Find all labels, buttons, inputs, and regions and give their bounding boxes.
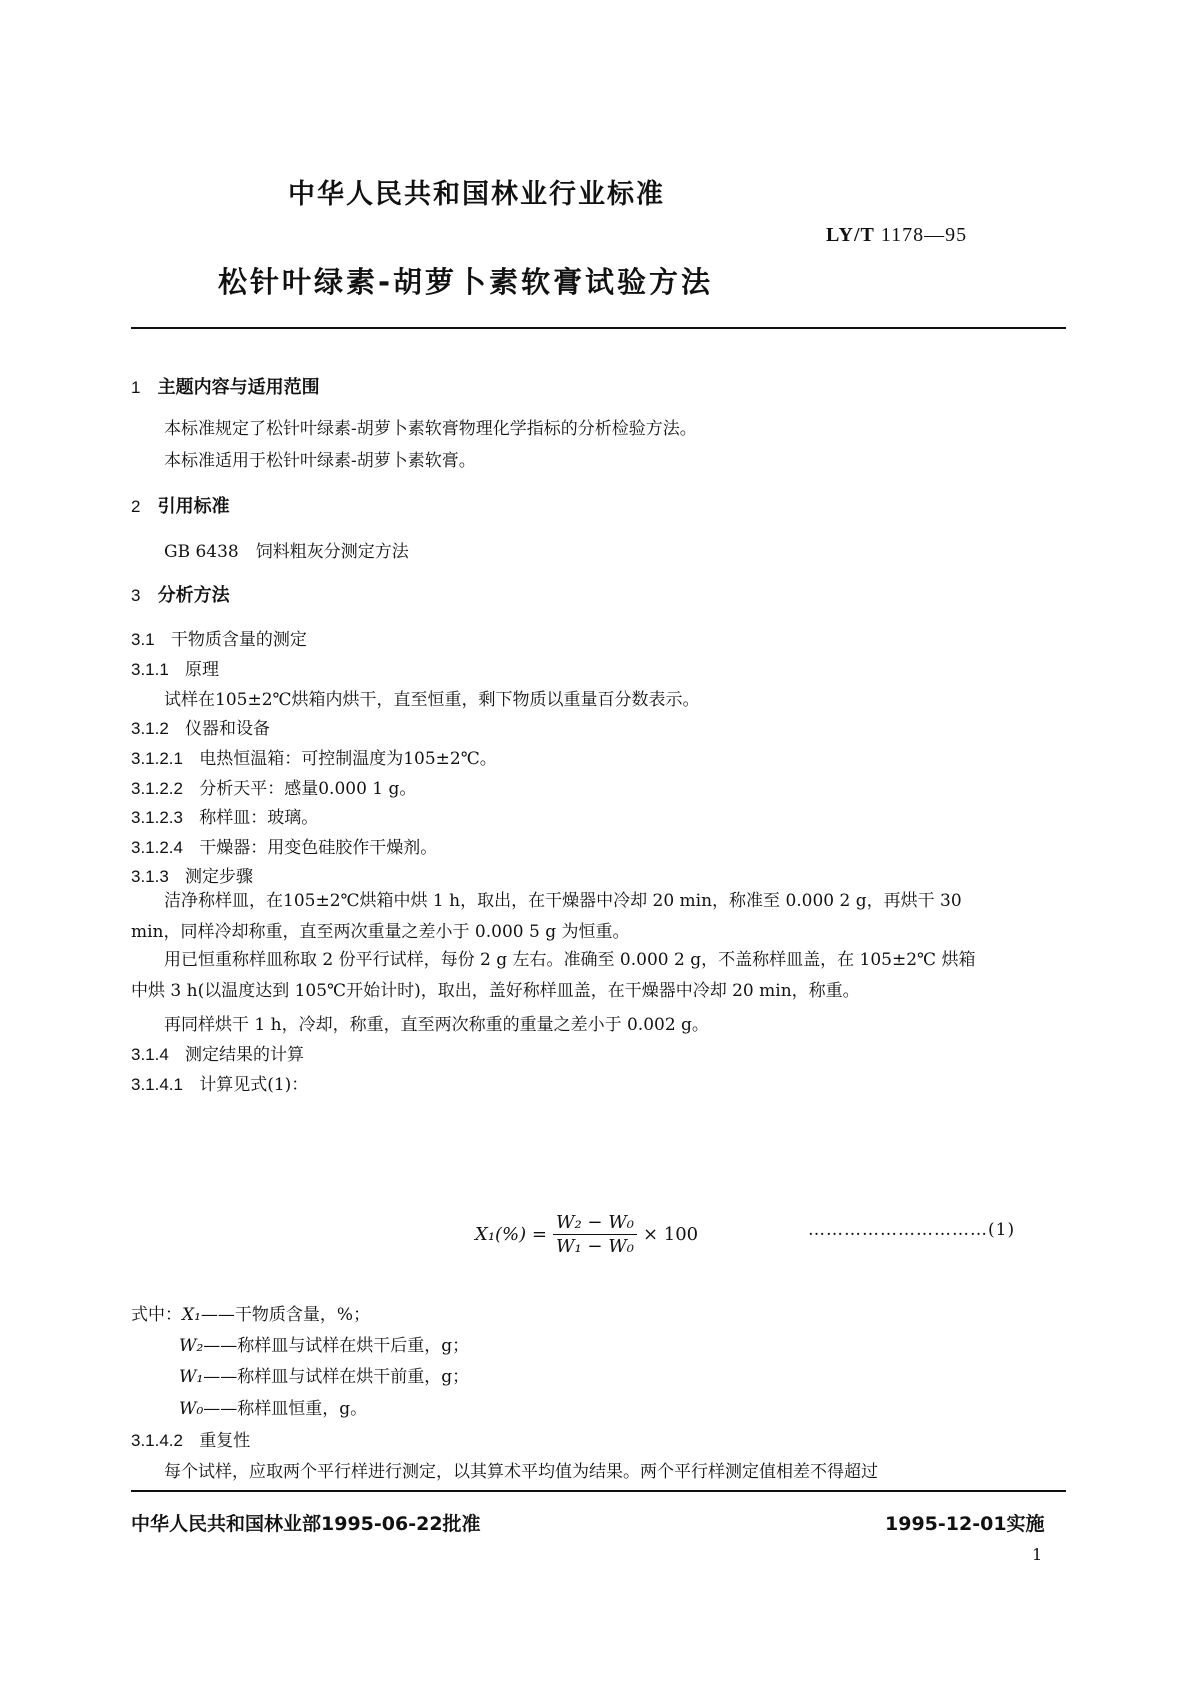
formula-1	[475, 1212, 698, 1257]
clause-title: 仪器和设备	[185, 719, 271, 739]
paragraph: 本标准适用于松针叶绿素-胡萝卜素软膏。	[164, 451, 476, 471]
where-item	[179, 1394, 367, 1419]
subsection-3-1	[131, 625, 307, 650]
standard-title: 松针叶绿素-胡萝卜素软膏试验方法	[218, 265, 714, 299]
clause-text: 干燥器：用变色硅胶作干燥剂。	[199, 838, 438, 858]
formula-fraction	[553, 1212, 637, 1257]
clause-3-1-2-3	[131, 803, 318, 828]
section-number: 2	[131, 497, 141, 516]
clause-3-1-1	[131, 655, 219, 680]
clause-number: 3.1.2.4	[131, 838, 183, 857]
section-title: 分析方法	[157, 585, 230, 606]
approval-line: 中华人民共和国林业部1995-06-22批准	[131, 1513, 481, 1535]
section-number: 3	[131, 586, 141, 605]
where-prefix: 式中：	[131, 1305, 182, 1325]
footer-divider	[131, 1490, 1066, 1492]
clause-number: 3.1.4.2	[131, 1431, 183, 1450]
clause-3-1-2-2	[131, 774, 416, 799]
clause-title: 测定步骤	[185, 867, 254, 887]
clause-3-1-2-1	[131, 744, 497, 769]
clause-number: 3.1.2	[131, 719, 169, 738]
clause-number: 3.1.2.2	[131, 779, 183, 798]
section-1-heading	[131, 373, 320, 399]
clause-3-1-4	[131, 1040, 304, 1065]
symbol: X₁	[182, 1305, 201, 1325]
clause-number: 3.1.1	[131, 660, 169, 679]
implementation-date: 1995-12-01实施	[885, 1513, 1045, 1535]
formula-lhs: X₁(%) =	[475, 1224, 547, 1245]
clause-3-1-2-4	[131, 833, 437, 858]
clause-number: 3.1.4.1	[131, 1075, 183, 1094]
clause-3-1-4-2	[131, 1426, 250, 1451]
paragraph: 试样在105±2℃烘箱内烘干，直至恒重，剩下物质以重量百分数表示。	[164, 690, 700, 710]
code-prefix: LY/T	[826, 224, 875, 246]
clause-text: 计算见式(1)：	[199, 1075, 309, 1095]
clause-3-1-2	[131, 714, 270, 739]
where-item	[179, 1331, 469, 1356]
clause-number: 3.1.4	[131, 1045, 169, 1064]
symbol-description: ——干物质含量，%；	[200, 1305, 371, 1325]
section-number: 1	[131, 378, 141, 397]
clause-number: 3.1.2.3	[131, 808, 183, 827]
referenced-standard: GB 6438 饲料粗灰分测定方法	[164, 542, 409, 562]
formula-denominator: W₁ − W₀	[555, 1236, 634, 1257]
paragraph: 再同样烘干 1 h，冷却，称重，直至两次称重的重量之差小于 0.002 g。	[164, 1015, 709, 1035]
clause-text: 电热恒温箱：可控制温度为105±2℃。	[199, 749, 497, 769]
issuing-body-title: 中华人民共和国林业行业标准	[288, 179, 665, 210]
clause-title: 干物质含量的测定	[170, 630, 307, 650]
clause-text: 分析天平：感量0.000 1 g。	[199, 779, 417, 799]
paragraph: 本标准规定了松针叶绿素-胡萝卜素软膏物理化学指标的分析检验方法。	[164, 419, 697, 439]
symbol-description: ——称样皿恒重，g。	[203, 1399, 368, 1419]
formula-numerator: W₂ − W₀	[553, 1212, 637, 1235]
clause-3-1-4-1	[131, 1070, 308, 1095]
header-divider	[131, 327, 1066, 329]
page-number: 1	[1032, 1545, 1043, 1564]
section-title: 主题内容与适用范围	[157, 377, 320, 398]
paragraph: 用已恒重称样皿称取 2 份平行试样，每份 2 g 左右。准确至 0.000 2 g，不盖称样皿盖，在 105±2℃ 烘箱中烘 3 h(以温度达到 105℃开始计时)，取出，盖好称样皿盖，在干燥器中冷却 20 min，称重。	[131, 950, 976, 1001]
equation-number: …………………………(1)	[808, 1220, 1016, 1240]
formula-rhs: × 100	[642, 1224, 699, 1245]
symbol: W₂	[179, 1336, 204, 1356]
clause-number: 3.1.2.1	[131, 749, 183, 768]
standard-code	[826, 224, 967, 247]
where-item	[179, 1362, 469, 1387]
section-2-heading	[131, 492, 230, 518]
where-item	[131, 1300, 370, 1325]
symbol-description: ——称样皿与试样在烘干前重，g；	[203, 1367, 470, 1387]
clause-text: 称样皿：玻璃。	[199, 808, 319, 828]
clause-title: 原理	[185, 660, 220, 680]
clause-title: 重复性	[199, 1431, 251, 1451]
clause-title: 测定结果的计算	[185, 1045, 305, 1065]
clause-3-1-3	[131, 862, 253, 887]
section-3-heading	[131, 581, 230, 607]
clause-number: 3.1	[131, 630, 155, 649]
section-title: 引用标准	[157, 496, 230, 517]
code-number: 1178—95	[880, 224, 968, 246]
clause-number: 3.1.3	[131, 867, 169, 886]
symbol-description: ——称样皿与试样在烘干后重，g；	[203, 1336, 470, 1356]
paragraph: 洁净称样皿，在105±2℃烘箱中烘 1 h，取出，在干燥器中冷却 20 min，称准至 0.000 2 g，再烘干 30 min，同样冷却称重，直至两次重量之差小于 0.000 5 g 为恒重。	[131, 891, 962, 942]
symbol: W₁	[179, 1367, 204, 1387]
paragraph: 每个试样，应取两个平行样进行测定，以其算术平均值为结果。两个平行样测定值相差不得超过	[164, 1462, 878, 1482]
symbol: W₀	[179, 1399, 204, 1419]
